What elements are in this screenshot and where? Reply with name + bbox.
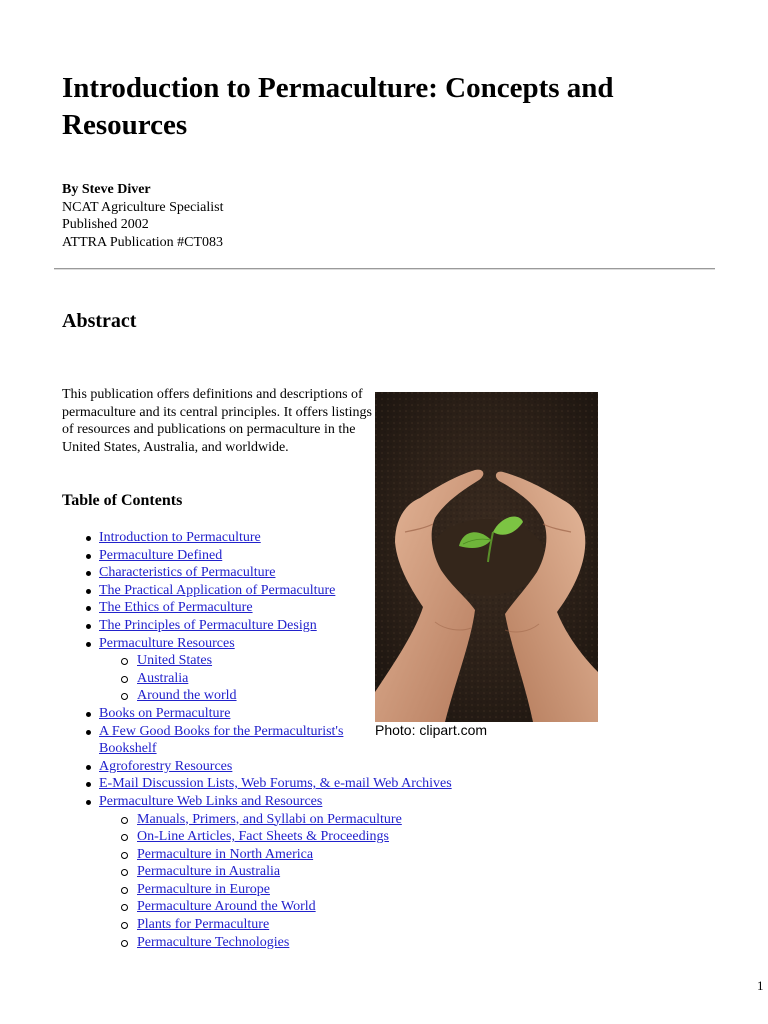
toc-item — [99, 723, 365, 758]
byline — [62, 181, 224, 251]
published-date: Published 2002 — [62, 217, 149, 232]
hands-seedling-image — [375, 392, 598, 722]
toc-link-agroforestry-resources[interactable]: Agroforestry Resources — [99, 758, 233, 774]
toc-link-plants-for-permaculture[interactable]: Plants for Permaculture — [137, 917, 270, 933]
toc-subitem — [137, 846, 499, 864]
toc-heading: Table of Contents — [62, 492, 183, 509]
toc-link-permaculture-defined[interactable]: Permaculture Defined — [99, 547, 223, 563]
toc-item — [99, 793, 499, 951]
cut-off-text-line — [160, 1016, 360, 1024]
toc-subitem — [137, 881, 499, 899]
toc-link-permaculture-in-north-america[interactable]: Permaculture in North America — [137, 846, 314, 862]
toc-link-permaculture-in-australia[interactable]: Permaculture in Australia — [137, 864, 281, 880]
document-title: Introduction to Permaculture: Concepts and Resources — [62, 72, 614, 141]
toc-link-permaculture-around-the-world[interactable]: Permaculture Around the World — [137, 899, 316, 915]
toc-link-characteristics-of-permaculture[interactable]: Characteristics of Permaculture — [99, 565, 276, 581]
toc-link-australia[interactable]: Australia — [137, 670, 189, 686]
toc-subitem — [137, 916, 499, 934]
toc-link-permaculture-resources[interactable]: Permaculture Resources — [99, 635, 235, 651]
toc-subitem — [137, 898, 499, 916]
toc-subitem — [137, 863, 499, 881]
toc-subitem — [137, 934, 499, 952]
toc-link-the-ethics-of-permaculture[interactable]: The Ethics of Permaculture — [99, 600, 253, 616]
toc-link-on-line-articles-fact-sheets-proceedings[interactable]: On-Line Articles, Fact Sheets & Proceedings — [137, 829, 389, 845]
toc-link-united-states[interactable]: United States — [137, 653, 213, 669]
abstract-text: This publication offers definitions and descriptions of permaculture and its central principles. It offers listings of resources and publications on permaculture in the United States, Australia, and worldwide. — [62, 387, 372, 455]
toc-item — [99, 758, 499, 776]
toc-link-permaculture-technologies[interactable]: Permaculture Technologies — [137, 934, 290, 950]
page-number: 1 — [757, 978, 764, 993]
toc-link-the-practical-application-of-permaculture[interactable]: The Practical Application of Permaculture — [99, 582, 336, 598]
horizontal-rule — [54, 268, 715, 270]
author-role: NCAT Agriculture Specialist — [62, 199, 224, 215]
toc-item — [99, 775, 499, 793]
abstract-heading: Abstract — [62, 310, 137, 332]
toc-link-e-mail-discussion-lists-web-forums-e-mail-web-archives[interactable]: E-Mail Discussion Lists, Web Forums, & e-mail Web Archives — [99, 776, 452, 792]
publication-number: ATTRA Publication #CT083 — [62, 234, 223, 250]
toc-link-permaculture-in-europe[interactable]: Permaculture in Europe — [137, 881, 270, 897]
toc-link-around-the-world[interactable]: Around the world — [137, 688, 237, 704]
toc-link-a-few-good-books-for-the-permaculturist-s-bookshelf[interactable]: A Few Good Books for the Permaculturist's Bookshelf — [99, 723, 344, 757]
seedling-photo — [375, 392, 598, 722]
photo-caption: Photo: clipart.com — [375, 722, 488, 738]
toc-link-introduction-to-permaculture[interactable]: Introduction to Permaculture — [99, 530, 261, 545]
toc-link-books-on-permaculture[interactable]: Books on Permaculture — [99, 705, 231, 721]
toc-sublist — [99, 811, 499, 952]
toc-link-permaculture-web-links-and-resources[interactable]: Permaculture Web Links and Resources — [99, 793, 323, 809]
toc-link-the-principles-of-permaculture-design[interactable]: The Principles of Permaculture Design — [99, 617, 317, 633]
toc-link-manuals-primers-and-syllabi-on-permaculture[interactable]: Manuals, Primers, and Syllabi on Permaculture — [137, 811, 402, 827]
toc-subitem — [137, 828, 499, 846]
author-name: By Steve Diver — [62, 182, 151, 197]
toc-subitem — [137, 811, 499, 829]
